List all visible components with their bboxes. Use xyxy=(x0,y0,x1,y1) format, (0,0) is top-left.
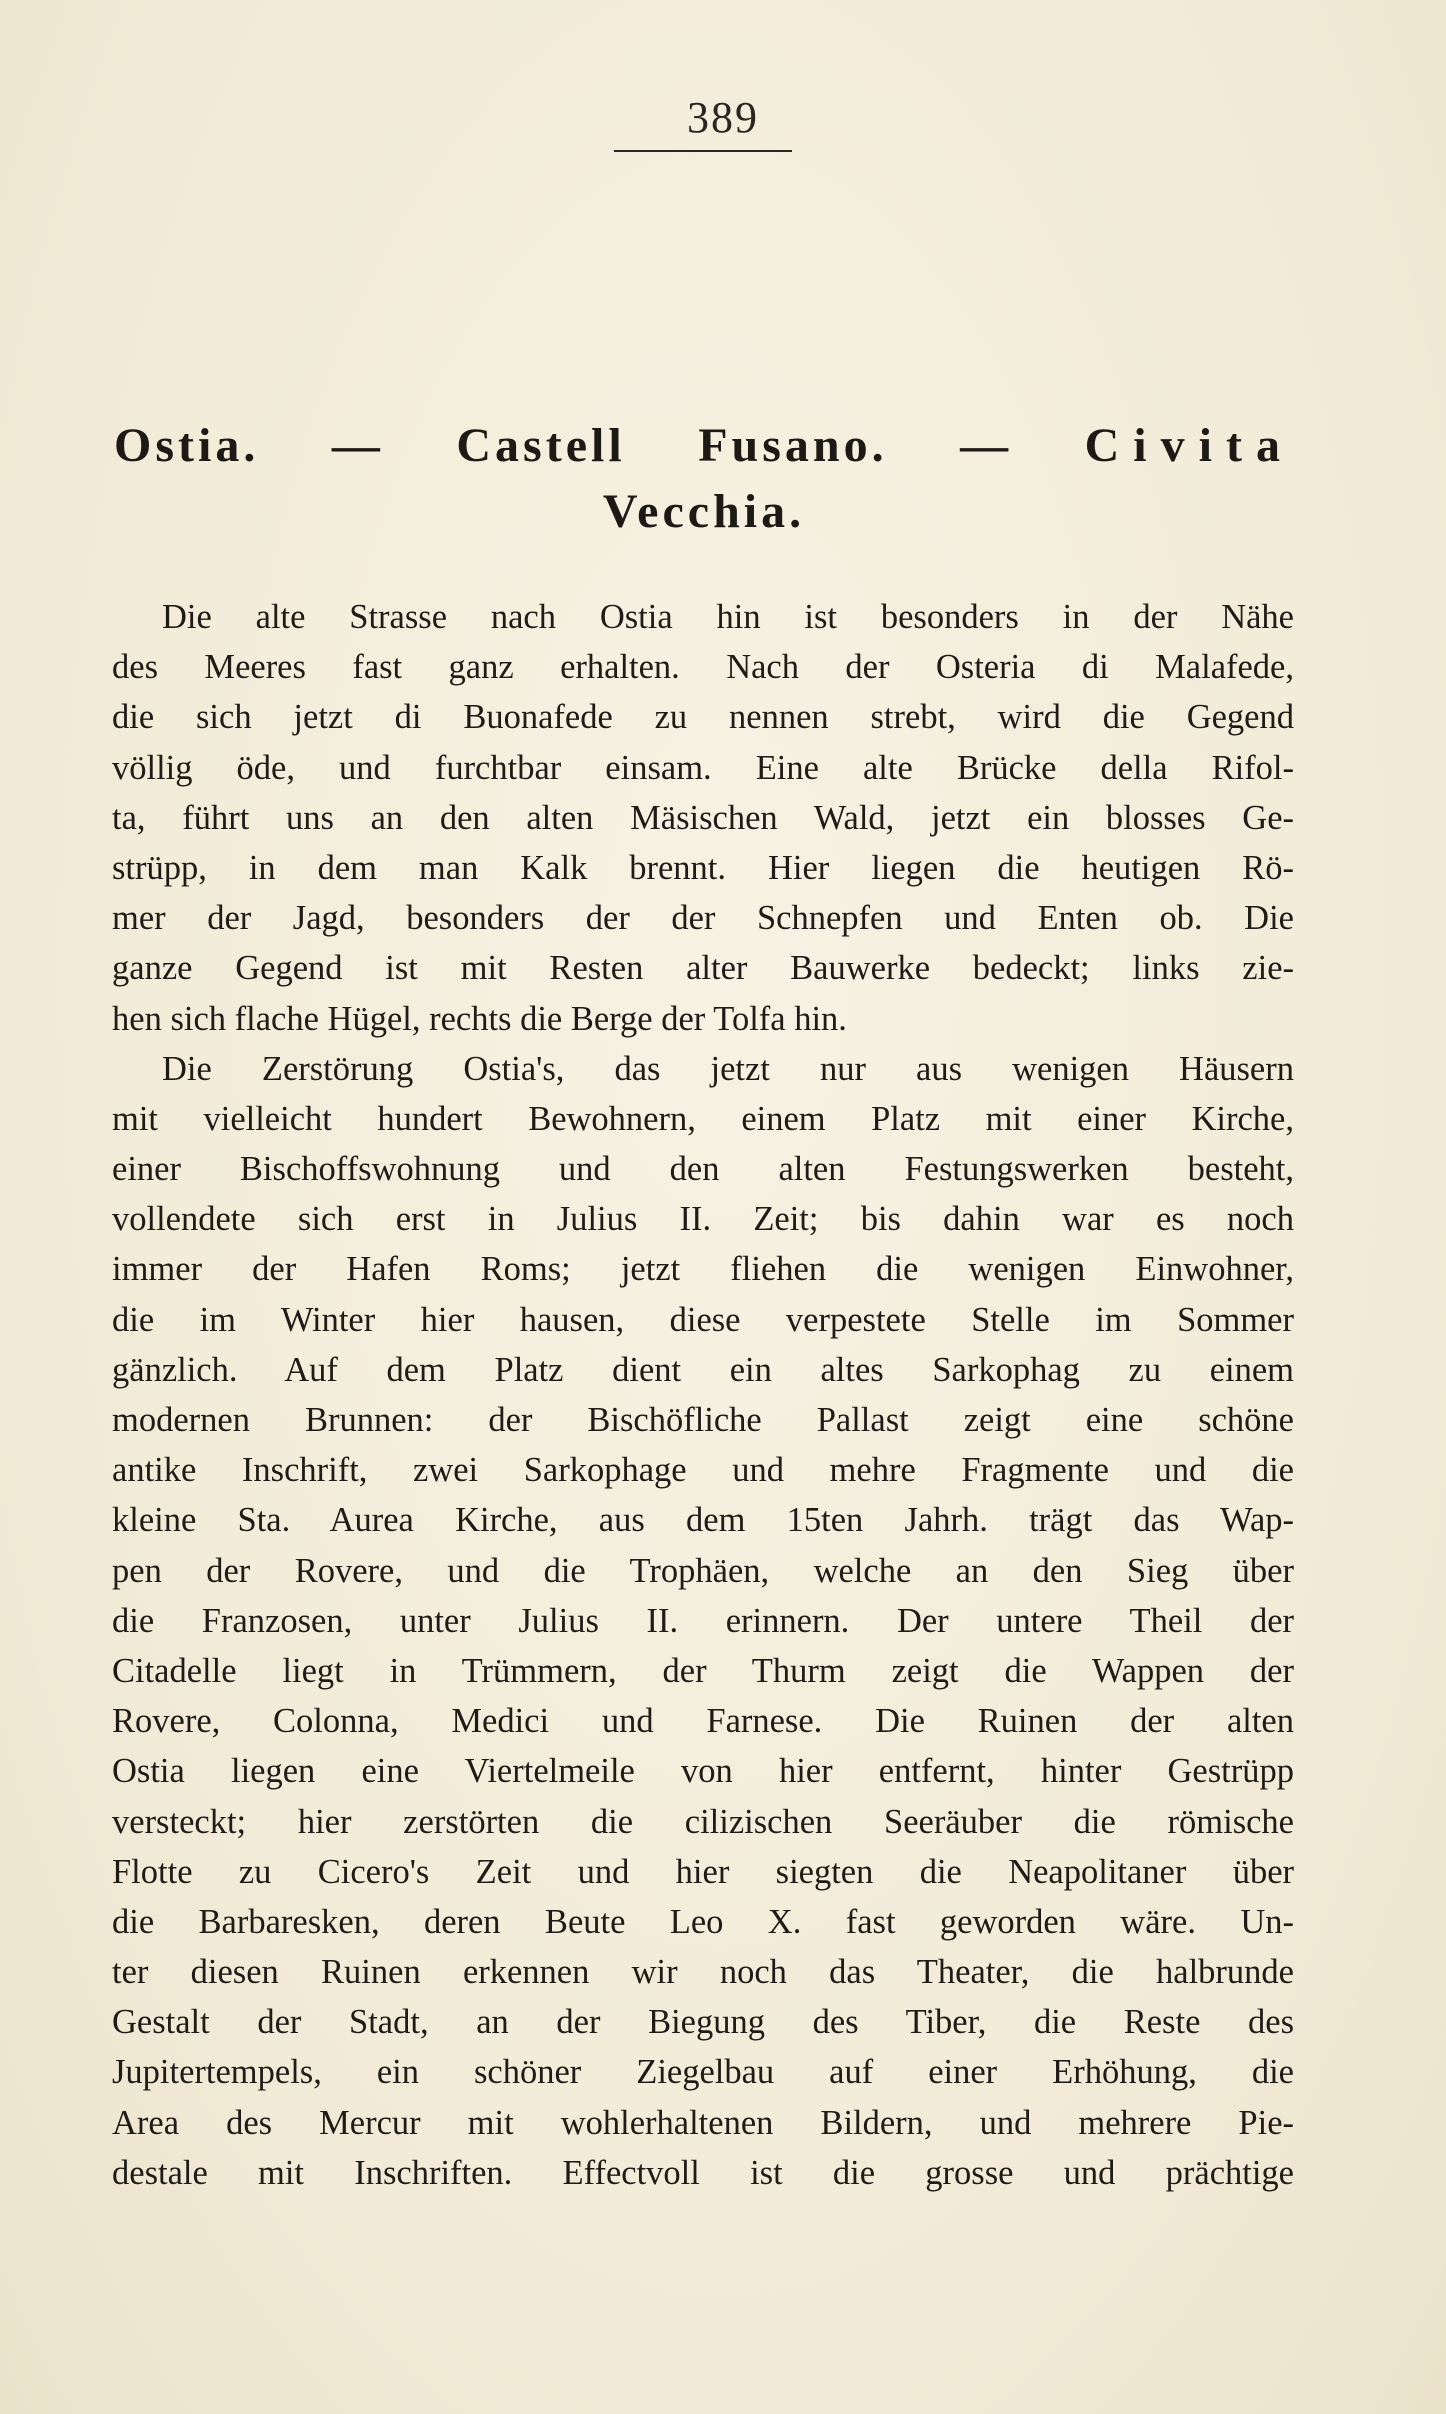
paragraph-2 xyxy=(112,1044,1294,2198)
text-line: des Meeres fast ganz erhalten. Nach der Osteria di Malafede, xyxy=(112,648,1294,687)
page-number: 389 xyxy=(687,93,759,142)
text-line: kleine Sta. Aurea Kirche, aus dem 15ten Jahrh. trägt das Wap- xyxy=(112,1501,1294,1540)
text-line: einer Bischoffswohnung und den alten Festungswerken besteht, xyxy=(112,1150,1294,1189)
title-part: Civita xyxy=(1084,419,1294,472)
text-line: hen sich flache Hügel, rechts die Berge der Tolfa hin. xyxy=(112,999,847,1038)
title-part: Castell xyxy=(456,419,626,472)
text-line: strüpp, in dem man Kalk brennt. Hier liegen die heutigen Rö- xyxy=(112,848,1294,887)
text-line: ta, führt uns an den alten Mäsischen Wald, jetzt ein blosses Ge- xyxy=(112,798,1294,837)
text-line: ter diesen Ruinen erkennen wir noch das Theater, die halbrunde xyxy=(112,1953,1294,1992)
page-number-rule xyxy=(614,150,792,152)
title-part: Ostia. xyxy=(114,419,260,472)
text-line: Ostia liegen eine Viertelmeile von hier entfernt, hinter Gestrüpp xyxy=(112,1752,1294,1791)
text-line: Jupitertempels, ein schöner Ziegelbau auf einer Erhöhung, die xyxy=(112,2053,1294,2092)
text-line: die sich jetzt di Buonafede zu nennen strebt, wird die Gegend xyxy=(112,698,1294,737)
chapter-title-line-2: Vecchia. xyxy=(602,485,806,538)
text-line: gänzlich. Auf dem Platz dient ein altes Sarkophag zu einem xyxy=(112,1350,1294,1389)
text-line: vollendete sich erst in Julius II. Zeit; bis dahin war es noch xyxy=(112,1200,1294,1239)
text-line: Citadelle liegt in Trümmern, der Thurm zeigt die Wappen der xyxy=(112,1651,1294,1690)
title-part: — xyxy=(331,419,384,472)
text-line: Flotte zu Cicero's Zeit und hier siegten die Neapolitaner über xyxy=(112,1852,1294,1891)
text-line: mer der Jagd, besonders der der Schnepfen und Enten ob. Die xyxy=(112,899,1294,938)
text-line: modernen Brunnen: der Bischöfliche Pallast zeigt eine schöne xyxy=(112,1401,1294,1439)
chapter-title-line-1 xyxy=(114,418,1294,473)
text-line: die Franzosen, unter Julius II. erinnern. Der untere Theil der xyxy=(112,1601,1294,1640)
text-line: Gestalt der Stadt, an der Biegung des Tiber, die Reste des xyxy=(112,2003,1294,2042)
text-line: ganze Gegend ist mit Resten alter Bauwerke bedeckt; links zie- xyxy=(112,949,1294,988)
text-line: mit vielleicht hundert Bewohnern, einem Platz mit einer Kirche, xyxy=(112,1099,1294,1138)
body-text xyxy=(112,592,1294,2198)
text-line: antike Inschrift, zwei Sarkophage und mehre Fragmente und die xyxy=(112,1451,1294,1490)
text-line: immer der Hafen Roms; jetzt fliehen die wenigen Einwohner, xyxy=(112,1250,1294,1289)
text-line: die Barbaresken, deren Beute Leo X. fast geworden wäre. Un- xyxy=(112,1902,1294,1941)
text-line: Die alte Strasse nach Ostia hin ist besonders in der Nähe xyxy=(162,598,1294,636)
paragraph-1 xyxy=(112,592,1294,1044)
text-line: völlig öde, und furchtbar einsam. Eine alte Brücke della Rifol- xyxy=(112,748,1294,787)
text-line: versteckt; hier zerstörten die cilizischen Seeräuber die römische xyxy=(112,1802,1294,1841)
text-line: Die Zerstörung Ostia's, das jetzt nur aus wenigen Häusern xyxy=(162,1049,1294,1088)
text-line: Rovere, Colonna, Medici und Farnese. Die Ruinen der alten xyxy=(112,1702,1294,1741)
title-part: Fusano. xyxy=(698,419,888,472)
text-line: die im Winter hier hausen, diese verpestete Stelle im Sommer xyxy=(112,1300,1294,1339)
text-line: pen der Rovere, und die Trophäen, welche an den Sieg über xyxy=(112,1551,1294,1590)
text-line: Area des Mercur mit wohlerhaltenen Bildern, und mehrere Pie- xyxy=(112,2103,1294,2142)
text-line: destale mit Inschriften. Effectvoll ist die grosse und prächtige xyxy=(112,2153,1294,2192)
title-part: — xyxy=(960,419,1013,472)
